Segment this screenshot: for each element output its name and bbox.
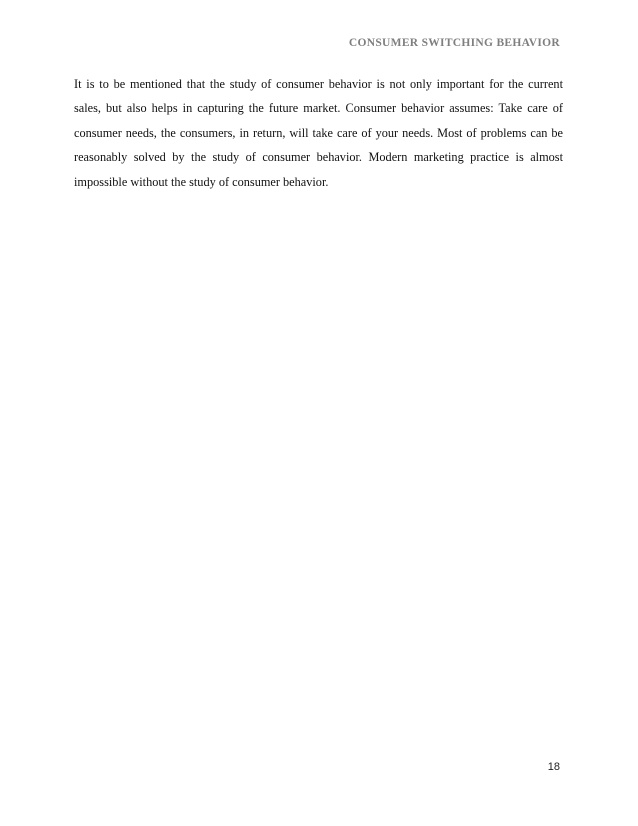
- page-number: 18: [547, 761, 560, 773]
- running-header: CONSUMER SWITCHING BEHAVIOR: [348, 37, 560, 49]
- body-paragraph: It is to be mentioned that the study of consumer behavior is not only important for the current sales, but also helps in capturing the future market. Consumer behavior assumes: Take care of consumer needs, the consumers, in return, will take care of your needs. Most of problems can be reasonably solved by the study of consumer behavior. Modern marketing practice is almost impossible without the study of consumer behavior.: [74, 77, 563, 189]
